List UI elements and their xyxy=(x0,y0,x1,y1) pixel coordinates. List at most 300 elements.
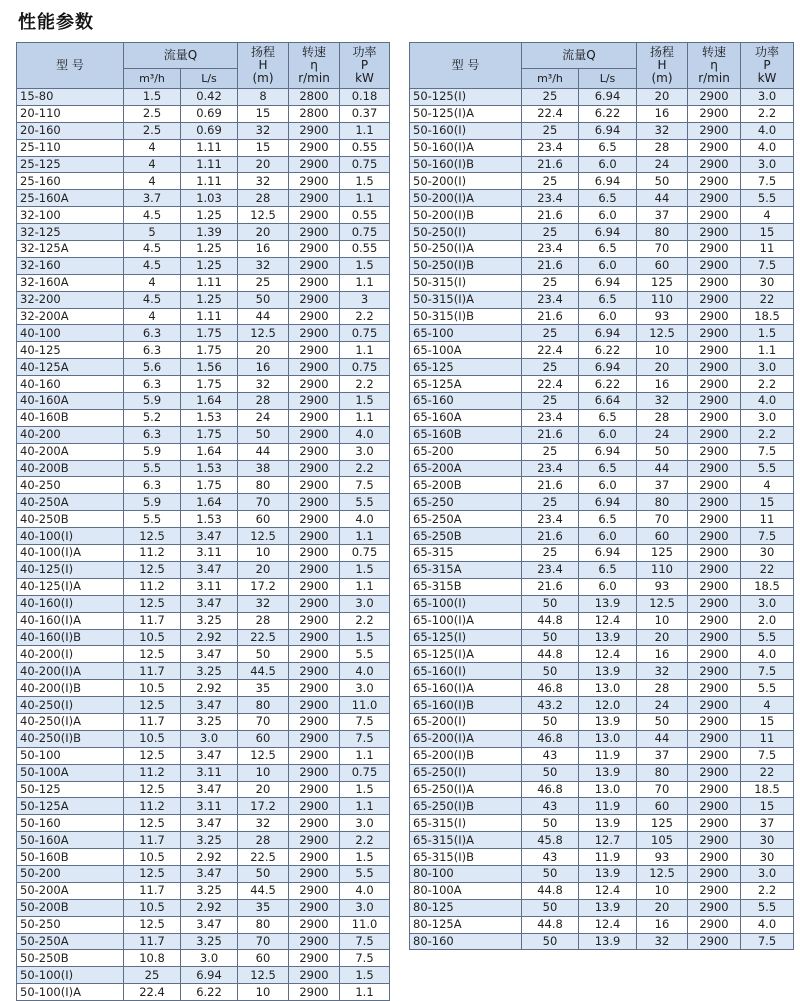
power-cell: 1.1 xyxy=(340,274,390,291)
flow-ls-cell: 6.94 xyxy=(579,443,637,460)
flow-ls-cell: 3.25 xyxy=(181,713,238,730)
power-cell: 3.0 xyxy=(741,865,794,882)
flow-m3h-cell: 21.6 xyxy=(522,426,579,443)
head-cell: 70 xyxy=(637,511,688,528)
flow-m3h-cell: 23.4 xyxy=(522,190,579,207)
header-power-symbol: P xyxy=(360,58,369,72)
flow-m3h-cell: 12.5 xyxy=(124,916,181,933)
flow-ls-cell: 13.9 xyxy=(579,899,637,916)
power-cell: 4 xyxy=(741,477,794,494)
table-row xyxy=(17,359,390,376)
model-cell: 40-200 xyxy=(17,426,124,443)
model-cell: 65-100(I)A xyxy=(410,612,522,629)
flow-ls-cell: 13.9 xyxy=(579,629,637,646)
head-cell: 80 xyxy=(238,477,289,494)
head-cell: 125 xyxy=(637,815,688,832)
flow-m3h-cell: 50 xyxy=(522,815,579,832)
head-cell: 20 xyxy=(637,899,688,916)
speed-cell: 2900 xyxy=(289,697,340,714)
power-cell: 1.5 xyxy=(340,849,390,866)
model-cell: 40-250B xyxy=(17,511,124,528)
power-cell: 11.0 xyxy=(340,697,390,714)
speed-cell: 2900 xyxy=(289,190,340,207)
header-power-symbol: P xyxy=(763,58,771,72)
table-row xyxy=(410,730,794,747)
flow-ls-cell: 0.69 xyxy=(181,105,238,122)
power-cell: 15 xyxy=(741,224,794,241)
model-cell: 25-160A xyxy=(17,190,124,207)
table-row xyxy=(410,663,794,680)
power-cell: 5.5 xyxy=(741,460,794,477)
table-row xyxy=(17,832,390,849)
flow-m3h-cell: 23.4 xyxy=(522,511,579,528)
model-cell: 65-200(I)A xyxy=(410,730,522,747)
flow-ls-cell: 6.94 xyxy=(579,274,637,291)
flow-m3h-cell: 50 xyxy=(522,933,579,950)
flow-m3h-cell: 11.2 xyxy=(124,764,181,781)
flow-ls-cell: 1.64 xyxy=(181,494,238,511)
flow-m3h-cell: 50 xyxy=(522,663,579,680)
table-row xyxy=(410,832,794,849)
power-cell: 0.55 xyxy=(340,207,390,224)
speed-cell: 2900 xyxy=(289,511,340,528)
head-cell: 16 xyxy=(238,241,289,258)
flow-m3h-cell: 10.5 xyxy=(124,849,181,866)
flow-m3h-cell: 11.2 xyxy=(124,545,181,562)
flow-m3h-cell: 22.4 xyxy=(522,105,579,122)
table-row xyxy=(17,224,390,241)
head-cell: 16 xyxy=(637,916,688,933)
power-cell: 1.1 xyxy=(340,747,390,764)
power-cell: 30 xyxy=(741,545,794,562)
flow-ls-cell: 6.22 xyxy=(579,376,637,393)
head-cell: 28 xyxy=(637,409,688,426)
power-cell: 5.5 xyxy=(741,899,794,916)
flow-ls-cell: 1.53 xyxy=(181,511,238,528)
header-head-symbol: H xyxy=(657,58,667,72)
speed-cell: 2900 xyxy=(688,933,741,950)
table-row xyxy=(410,798,794,815)
power-cell: 1.1 xyxy=(340,528,390,545)
table-row xyxy=(410,156,794,173)
table-row xyxy=(410,713,794,730)
power-cell: 4.0 xyxy=(741,393,794,410)
flow-ls-cell: 3.47 xyxy=(181,865,238,882)
flow-ls-cell: 1.11 xyxy=(181,139,238,156)
flow-m3h-cell: 4 xyxy=(124,274,181,291)
speed-cell: 2900 xyxy=(289,241,340,258)
table-row xyxy=(410,105,794,122)
head-cell: 50 xyxy=(637,173,688,190)
table-row xyxy=(410,865,794,882)
speed-cell: 2900 xyxy=(688,443,741,460)
flow-ls-cell: 13.0 xyxy=(579,730,637,747)
model-cell: 50-160(I)A xyxy=(410,139,522,156)
flow-ls-cell: 12.0 xyxy=(579,697,637,714)
flow-ls-cell: 3.47 xyxy=(181,747,238,764)
head-cell: 70 xyxy=(238,933,289,950)
table-row xyxy=(410,680,794,697)
flow-ls-cell: 6.5 xyxy=(579,460,637,477)
table-row xyxy=(17,291,390,308)
header-flow: 流量Q xyxy=(124,43,238,69)
head-cell: 50 xyxy=(238,646,289,663)
flow-m3h-cell: 5.5 xyxy=(124,511,181,528)
flow-ls-cell: 3.47 xyxy=(181,697,238,714)
flow-m3h-cell: 44.8 xyxy=(522,916,579,933)
table-row xyxy=(17,190,390,207)
speed-cell: 2900 xyxy=(688,359,741,376)
model-cell: 50-200A xyxy=(17,882,124,899)
power-cell: 2.2 xyxy=(340,460,390,477)
head-cell: 70 xyxy=(637,241,688,258)
model-cell: 50-125(I) xyxy=(410,89,522,106)
head-cell: 10 xyxy=(637,342,688,359)
table-row xyxy=(410,460,794,477)
model-cell: 40-250(I)B xyxy=(17,730,124,747)
head-cell: 37 xyxy=(637,747,688,764)
model-cell: 65-125A xyxy=(410,376,522,393)
model-cell: 65-200(I) xyxy=(410,713,522,730)
power-cell: 1.1 xyxy=(340,342,390,359)
head-cell: 17.2 xyxy=(238,578,289,595)
speed-cell: 2900 xyxy=(289,612,340,629)
model-cell: 65-100A xyxy=(410,342,522,359)
flow-m3h-cell: 21.6 xyxy=(522,207,579,224)
flow-m3h-cell: 11.2 xyxy=(124,798,181,815)
model-cell: 65-315(I) xyxy=(410,815,522,832)
flow-ls-cell: 6.94 xyxy=(579,545,637,562)
flow-ls-cell: 1.56 xyxy=(181,359,238,376)
model-cell: 40-100(I) xyxy=(17,528,124,545)
power-cell: 5.5 xyxy=(340,494,390,511)
table-row xyxy=(17,173,390,190)
head-cell: 16 xyxy=(637,376,688,393)
table-row xyxy=(17,697,390,714)
flow-ls-cell: 0.42 xyxy=(181,89,238,106)
table-row xyxy=(410,528,794,545)
speed-cell: 2900 xyxy=(289,494,340,511)
power-cell: 0.75 xyxy=(340,156,390,173)
header-power-name: 功率 xyxy=(352,45,377,59)
table-body-right xyxy=(410,89,794,950)
model-cell: 50-100(I) xyxy=(17,967,124,984)
power-cell: 1.1 xyxy=(340,190,390,207)
speed-cell: 2900 xyxy=(688,426,741,443)
head-cell: 110 xyxy=(637,561,688,578)
flow-ls-cell: 2.92 xyxy=(181,629,238,646)
table-row xyxy=(410,274,794,291)
power-cell: 3.0 xyxy=(741,89,794,106)
flow-ls-cell: 12.4 xyxy=(579,916,637,933)
flow-m3h-cell: 4.5 xyxy=(124,207,181,224)
power-cell: 1.1 xyxy=(340,798,390,815)
flow-ls-cell: 6.5 xyxy=(579,241,637,258)
speed-cell: 2900 xyxy=(289,325,340,342)
model-cell: 32-200 xyxy=(17,291,124,308)
speed-cell: 2900 xyxy=(688,105,741,122)
header-head xyxy=(238,43,289,89)
head-cell: 12.5 xyxy=(238,528,289,545)
flow-ls-cell: 3.47 xyxy=(181,595,238,612)
model-cell: 40-250A xyxy=(17,494,124,511)
power-cell: 2.2 xyxy=(340,612,390,629)
header-model: 型 号 xyxy=(17,43,124,89)
flow-m3h-cell: 5.2 xyxy=(124,409,181,426)
model-cell: 40-200B xyxy=(17,460,124,477)
speed-cell: 2800 xyxy=(289,105,340,122)
head-cell: 44 xyxy=(637,190,688,207)
header-speed xyxy=(289,43,340,89)
table-row xyxy=(410,139,794,156)
speed-cell: 2900 xyxy=(688,899,741,916)
flow-m3h-cell: 23.4 xyxy=(522,561,579,578)
table-row xyxy=(410,511,794,528)
model-cell: 50-250B xyxy=(17,950,124,967)
power-cell: 7.5 xyxy=(340,730,390,747)
power-cell: 0.55 xyxy=(340,139,390,156)
table-row xyxy=(410,916,794,933)
head-cell: 60 xyxy=(637,257,688,274)
table-row xyxy=(17,376,390,393)
table-row xyxy=(17,494,390,511)
head-cell: 50 xyxy=(238,426,289,443)
speed-cell: 2900 xyxy=(688,545,741,562)
model-cell: 65-160B xyxy=(410,426,522,443)
head-cell: 32 xyxy=(238,815,289,832)
table-row xyxy=(17,849,390,866)
table-row xyxy=(17,122,390,139)
table-row xyxy=(17,730,390,747)
table-row xyxy=(17,241,390,258)
flow-m3h-cell: 11.2 xyxy=(124,578,181,595)
power-cell: 2.2 xyxy=(741,882,794,899)
speed-cell: 2900 xyxy=(289,443,340,460)
table-row xyxy=(17,511,390,528)
speed-cell: 2900 xyxy=(289,139,340,156)
model-cell: 25-110 xyxy=(17,139,124,156)
speed-cell: 2900 xyxy=(289,426,340,443)
head-cell: 80 xyxy=(637,494,688,511)
power-cell: 1.1 xyxy=(741,342,794,359)
head-cell: 20 xyxy=(238,156,289,173)
flow-m3h-cell: 21.6 xyxy=(522,308,579,325)
power-cell: 7.5 xyxy=(741,257,794,274)
speed-cell: 2900 xyxy=(688,409,741,426)
head-cell: 125 xyxy=(637,545,688,562)
head-cell: 60 xyxy=(637,798,688,815)
speed-cell: 2900 xyxy=(688,595,741,612)
head-cell: 44 xyxy=(637,460,688,477)
flow-m3h-cell: 23.4 xyxy=(522,409,579,426)
model-cell: 65-250(I) xyxy=(410,764,522,781)
table-row xyxy=(17,967,390,984)
flow-m3h-cell: 25 xyxy=(522,122,579,139)
head-cell: 20 xyxy=(238,781,289,798)
flow-ls-cell: 3.47 xyxy=(181,528,238,545)
flow-m3h-cell: 1.5 xyxy=(124,89,181,106)
model-cell: 65-315B xyxy=(410,578,522,595)
power-cell: 3.0 xyxy=(741,359,794,376)
flow-m3h-cell: 46.8 xyxy=(522,730,579,747)
table-row xyxy=(410,595,794,612)
table-row xyxy=(17,409,390,426)
flow-m3h-cell: 50 xyxy=(522,595,579,612)
speed-cell: 2900 xyxy=(289,747,340,764)
flow-ls-cell: 3.25 xyxy=(181,882,238,899)
flow-m3h-cell: 11.7 xyxy=(124,933,181,950)
speed-cell: 2900 xyxy=(289,849,340,866)
speed-cell: 2900 xyxy=(289,224,340,241)
speed-cell: 2900 xyxy=(688,376,741,393)
power-cell: 30 xyxy=(741,832,794,849)
head-cell: 32 xyxy=(637,122,688,139)
flow-m3h-cell: 2.5 xyxy=(124,122,181,139)
model-cell: 65-250(I)B xyxy=(410,798,522,815)
head-cell: 22.5 xyxy=(238,629,289,646)
head-cell: 50 xyxy=(238,291,289,308)
flow-ls-cell: 6.64 xyxy=(579,393,637,410)
flow-ls-cell: 6.94 xyxy=(579,173,637,190)
head-cell: 20 xyxy=(238,561,289,578)
flow-ls-cell: 3.47 xyxy=(181,815,238,832)
speed-cell: 2900 xyxy=(289,156,340,173)
model-cell: 50-160(I) xyxy=(410,122,522,139)
head-cell: 12.5 xyxy=(637,325,688,342)
speed-cell: 2900 xyxy=(688,89,741,106)
speed-cell: 2900 xyxy=(688,849,741,866)
flow-m3h-cell: 43 xyxy=(522,798,579,815)
flow-ls-cell: 6.5 xyxy=(579,190,637,207)
head-cell: 10 xyxy=(637,612,688,629)
power-cell: 7.5 xyxy=(741,663,794,680)
table-row xyxy=(17,984,390,1001)
flow-m3h-cell: 5.9 xyxy=(124,443,181,460)
header-flow: 流量Q xyxy=(522,43,637,69)
head-cell: 44 xyxy=(238,308,289,325)
flow-m3h-cell: 22.4 xyxy=(522,342,579,359)
power-cell: 2.0 xyxy=(741,612,794,629)
power-cell: 0.37 xyxy=(340,105,390,122)
speed-cell: 2900 xyxy=(289,663,340,680)
flow-ls-cell: 3.11 xyxy=(181,578,238,595)
flow-ls-cell: 11.9 xyxy=(579,798,637,815)
flow-m3h-cell: 4 xyxy=(124,156,181,173)
model-cell: 50-315(I)B xyxy=(410,308,522,325)
power-cell: 22 xyxy=(741,291,794,308)
model-cell: 50-200 xyxy=(17,865,124,882)
speed-cell: 2900 xyxy=(688,916,741,933)
table-row xyxy=(17,595,390,612)
power-cell: 1.1 xyxy=(340,578,390,595)
head-cell: 37 xyxy=(637,477,688,494)
model-cell: 50-100(I)A xyxy=(17,984,124,1001)
flow-m3h-cell: 3.7 xyxy=(124,190,181,207)
table-row xyxy=(410,815,794,832)
table-row xyxy=(17,646,390,663)
flow-m3h-cell: 44.8 xyxy=(522,612,579,629)
head-cell: 32 xyxy=(637,933,688,950)
flow-m3h-cell: 25 xyxy=(522,173,579,190)
model-cell: 65-315A xyxy=(410,561,522,578)
model-cell: 50-200(I) xyxy=(410,173,522,190)
power-cell: 7.5 xyxy=(741,173,794,190)
flow-ls-cell: 13.0 xyxy=(579,680,637,697)
header-speed-symbol: η xyxy=(310,58,318,72)
power-cell: 1.5 xyxy=(340,173,390,190)
head-cell: 38 xyxy=(238,460,289,477)
flow-ls-cell: 13.9 xyxy=(579,865,637,882)
flow-ls-cell: 12.7 xyxy=(579,832,637,849)
power-cell: 4.0 xyxy=(741,646,794,663)
head-cell: 60 xyxy=(238,730,289,747)
speed-cell: 2900 xyxy=(289,393,340,410)
model-cell: 80-100 xyxy=(410,865,522,882)
table-row xyxy=(410,561,794,578)
flow-m3h-cell: 12.5 xyxy=(124,561,181,578)
flow-m3h-cell: 4 xyxy=(124,173,181,190)
speed-cell: 2900 xyxy=(289,376,340,393)
power-cell: 3.0 xyxy=(340,680,390,697)
speed-cell: 2900 xyxy=(688,798,741,815)
speed-cell: 2900 xyxy=(289,950,340,967)
head-cell: 93 xyxy=(637,308,688,325)
flow-m3h-cell: 4 xyxy=(124,139,181,156)
head-cell: 28 xyxy=(238,393,289,410)
power-cell: 2.2 xyxy=(340,376,390,393)
model-cell: 50-100 xyxy=(17,747,124,764)
speed-cell: 2900 xyxy=(289,730,340,747)
flow-m3h-cell: 4.5 xyxy=(124,257,181,274)
flow-ls-cell: 6.94 xyxy=(579,494,637,511)
flow-m3h-cell: 12.5 xyxy=(124,781,181,798)
power-cell: 7.5 xyxy=(741,443,794,460)
table-row xyxy=(17,477,390,494)
header-power-unit: kW xyxy=(757,71,777,85)
power-cell: 0.75 xyxy=(340,325,390,342)
speed-cell: 2900 xyxy=(688,612,741,629)
flow-m3h-cell: 25 xyxy=(522,359,579,376)
flow-m3h-cell: 21.6 xyxy=(522,578,579,595)
speed-cell: 2900 xyxy=(688,764,741,781)
model-cell: 65-125 xyxy=(410,359,522,376)
flow-ls-cell: 6.22 xyxy=(181,984,238,1001)
model-cell: 65-160(I) xyxy=(410,663,522,680)
head-cell: 44 xyxy=(637,730,688,747)
table-row xyxy=(17,916,390,933)
flow-ls-cell: 13.9 xyxy=(579,764,637,781)
model-cell: 40-125(I)A xyxy=(17,578,124,595)
speed-cell: 2900 xyxy=(688,680,741,697)
flow-ls-cell: 11.9 xyxy=(579,849,637,866)
table-row xyxy=(410,443,794,460)
flow-m3h-cell: 21.6 xyxy=(522,528,579,545)
performance-table-right xyxy=(409,42,794,950)
flow-m3h-cell: 5.6 xyxy=(124,359,181,376)
flow-m3h-cell: 5 xyxy=(124,224,181,241)
model-cell: 20-160 xyxy=(17,122,124,139)
head-cell: 17.2 xyxy=(238,798,289,815)
head-cell: 24 xyxy=(637,426,688,443)
speed-cell: 2900 xyxy=(289,646,340,663)
speed-cell: 2900 xyxy=(289,629,340,646)
table-row xyxy=(17,781,390,798)
flow-ls-cell: 6.5 xyxy=(579,291,637,308)
speed-cell: 2900 xyxy=(289,409,340,426)
table-row xyxy=(17,308,390,325)
power-cell: 18.5 xyxy=(741,308,794,325)
table-row xyxy=(17,882,390,899)
